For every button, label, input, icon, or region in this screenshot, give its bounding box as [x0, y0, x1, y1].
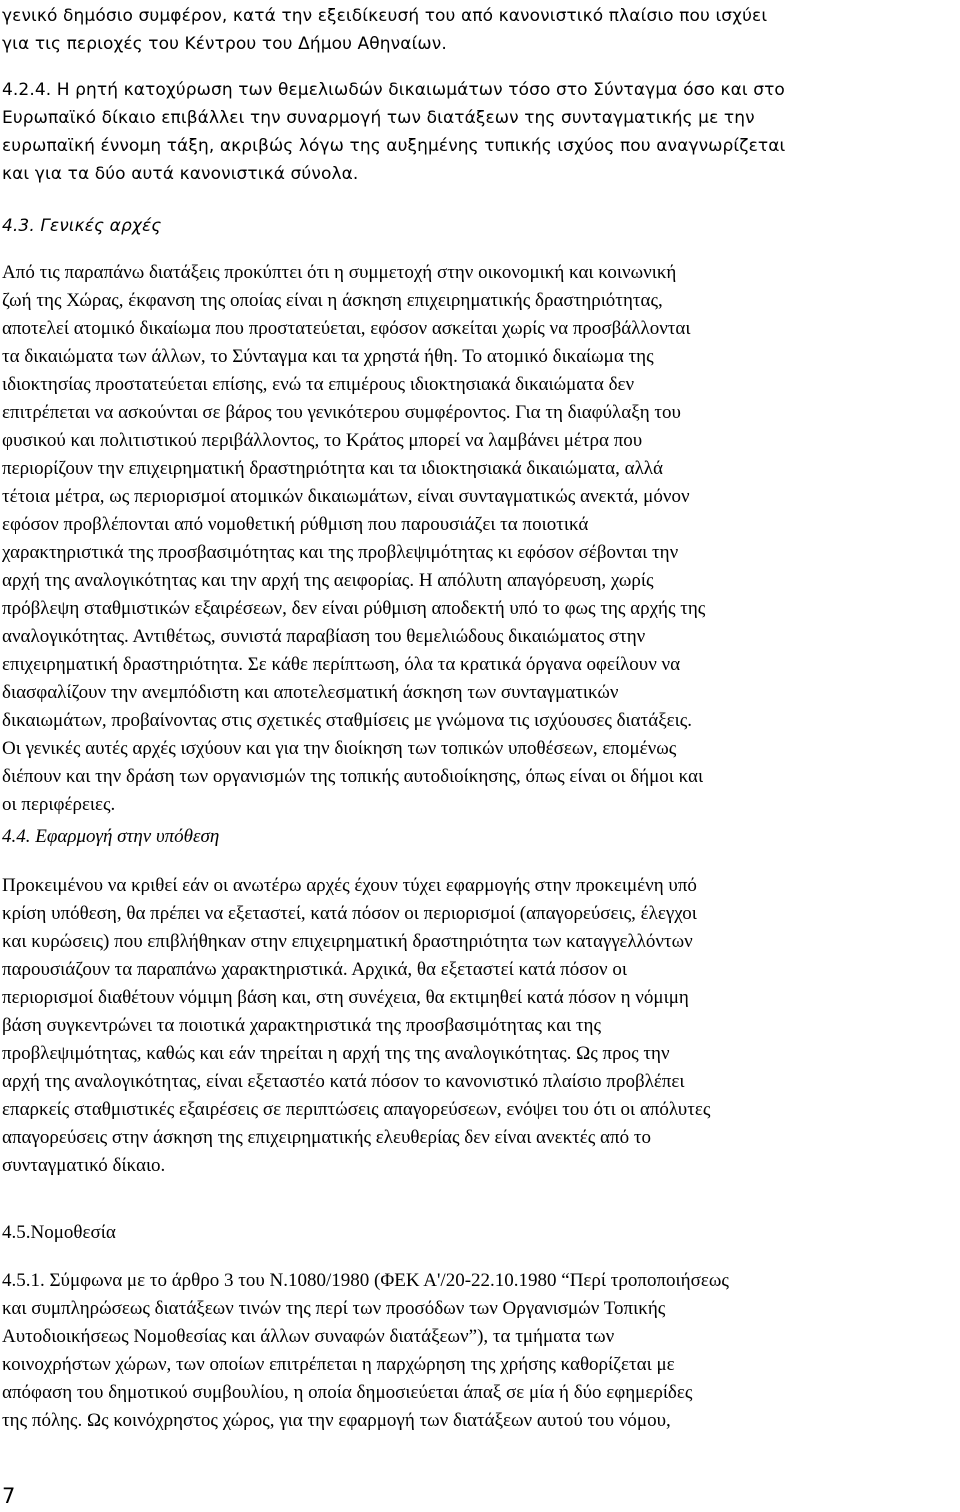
paragraph-4-2-4-line: Ευρωπαϊκό δίκαιο επιβάλλει την συναρμογή των διατάξεων της συνταγματικής με την: [2, 108, 755, 128]
paragraph-4-2-4-line: 4.2.4. Η ρητή κατοχύρωση των θεμελιωδών δικαιωμάτων τόσο στο Σύνταγμα όσο και στο: [2, 80, 785, 100]
page-number: 7: [2, 1484, 16, 1508]
intro-paragraph-line: γενικό δημόσιο συμφέρον, κατά την εξειδίκευσή του από κανονιστικό πλαίσιο που ισχύει: [2, 6, 768, 26]
paragraph-4-5-1-legislation-line: Αυτοδιοικήσεως Νομοθεσίας και άλλων συναφών διατάξεων”), τα τμήματα των: [2, 1326, 615, 1347]
section-heading-4-5: 4.5.Νομοθεσία: [2, 1222, 116, 1243]
paragraph-4-3-general-principles-line: τα δικαιώματα των άλλων, το Σύνταγμα και τα χρηστά ήθη. Το ατομικό δικαίωμα της: [2, 346, 654, 367]
paragraph-4-3-general-principles-line: ζωή της Χώρας, έκφανση της οποίας είναι η άσκηση επιχειρηματικής δραστηριότητας,: [2, 290, 663, 311]
section-heading-4-3: 4.3. Γενικές αρχές: [2, 216, 162, 236]
paragraph-4-3-general-principles-line: επιτρέπεται να ασκούνται σε βάρος του γενικότερου συμφέροντος. Για τη διαφύλαξη του: [2, 402, 681, 423]
paragraph-4-3-general-principles-line: τέτοια μέτρα, ως περιορισμοί ατομικών δικαιωμάτων, είναι συνταγματικώς ανεκτά, μόνον: [2, 486, 690, 507]
intro-paragraph-line: για τις περιοχές του Κέντρου του Δήμου Αθηναίων.: [2, 34, 447, 54]
paragraph-4-3-general-principles-line: αποτελεί ατομικό δικαίωμα που προστατεύεται, εφόσον ασκείται χωρίς να προσβάλλονται: [2, 318, 691, 339]
paragraph-4-4-application-line: συνταγματικό δίκαιο.: [2, 1155, 166, 1176]
paragraph-4-3-general-principles-line: περιορίζουν την επιχειρηματική δραστηριότητα και τα ιδιοκτησιακά δικαιώματα, αλλά: [2, 458, 663, 479]
paragraph-4-5-1-legislation-line: κοινοχρήστων χώρων, των οποίων επιτρέπεται η παρχώρηση της χρήσης καθορίζεται με: [2, 1354, 675, 1375]
paragraph-4-3-general-principles-line: διέπουν και την δράση των οργανισμών της τοπικής αυτοδιοίκησης, όπως είναι οι δήμοι και: [2, 766, 704, 787]
paragraph-4-3-general-principles-line: φυσικού και πολιτιστικού περιβάλλοντος, το Κράτος μπορεί να λαμβάνει μέτρα που: [2, 430, 643, 451]
section-heading-4-4: 4.4. Εφαρμογή στην υπόθεση: [2, 826, 220, 847]
paragraph-4-5-1-legislation-line: απόφαση του δημοτικού συμβουλίου, η οποία δημοσιεύεται άπαξ σε μία ή δύο εφημερίδες: [2, 1382, 693, 1403]
intro-paragraph: [2, 2, 954, 58]
paragraph-4-4-application-line: και κυρώσεις) που επιβλήθηκαν στην επιχειρηματική δραστηριότητα των καταγγελλόντων: [2, 931, 693, 952]
paragraph-4-2-4: [2, 76, 954, 188]
paragraph-4-5-1-legislation-line: και συμπληρώσεως διατάξεων τινών της περί των προσόδων των Οργανισμών Τοπικής: [2, 1298, 666, 1319]
paragraph-4-2-4-line: ευρωπαϊκή έννομη τάξη, ακριβώς λόγω της αυξημένης τυπικής ισχύος που αναγνωρίζεται: [2, 136, 786, 156]
paragraph-4-3-general-principles-line: εφόσον προβλέπονται από νομοθετική ρύθμιση που παρουσιάζει τα ποιοτικά: [2, 514, 589, 535]
paragraph-4-3-general-principles-line: αρχή της αναλογικότητας και την αρχή της αειφορίας. Η απόλυτη απαγόρευση, χωρίς: [2, 570, 654, 591]
paragraph-4-3-general-principles-line: Από τις παραπάνω διατάξεις προκύπτει ότι η συμμετοχή στην οικονομική και κοινωνική: [2, 262, 677, 283]
paragraph-4-4-application-line: βάση συγκεντρώνει τα ποιοτικά χαρακτηριστικά της προσβασιμότητας και της: [2, 1015, 602, 1036]
paragraph-4-2-4-line: και για τα δύο αυτά κανονιστικά σύνολα.: [2, 164, 359, 184]
paragraph-4-3-general-principles-line: δικαιωμάτων, προβαίνοντας στις σχετικές σταθμίσεις με γνώμονα τις ισχύουσες διατάξεις.: [2, 710, 693, 731]
paragraph-4-3-general-principles-line: πρόβλεψη σταθμιστικών εξαιρέσεων, δεν είναι ρύθμιση αποδεκτή υπό το φως της αρχής της: [2, 598, 706, 619]
paragraph-4-3-general-principles-line: οι περιφέρειες.: [2, 794, 116, 815]
paragraph-4-5-1-legislation: [2, 1267, 954, 1435]
paragraph-4-3-general-principles-line: διασφαλίζουν την ανεμπόδιστη και αποτελεσματική άσκηση των συνταγματικών: [2, 682, 619, 703]
paragraph-4-4-application-line: αρχή της αναλογικότητας, είναι εξεταστέο κατά πόσον το κανονιστικό πλαίσιο προβλέπει: [2, 1071, 685, 1092]
paragraph-4-4-application-line: προβλεψιμότητας, καθώς και εάν τηρείται η αρχή της της αναλογικότητας. Ως προς την: [2, 1043, 670, 1064]
paragraph-4-4-application-line: παρουσιάζουν τα παραπάνω χαρακτηριστικά. Αρχικά, θα εξεταστεί κατά πόσον οι: [2, 959, 627, 980]
paragraph-4-3-general-principles: [2, 259, 954, 819]
paragraph-4-4-application-line: κρίση υπόθεση, θα πρέπει να εξεταστεί, κατά πόσον οι περιορισμοί (απαγορεύσεις, έλεγχοι: [2, 903, 697, 924]
paragraph-4-5-1-legislation-line: 4.5.1. Σύμφωνα με το άρθρο 3 του Ν.1080/1980 (ΦΕΚ Α'/20-22.10.1980 “Περί τροποποιήσεως: [2, 1270, 729, 1291]
paragraph-4-4-application: [2, 872, 954, 1180]
paragraph-4-4-application-line: απαγορεύσεις στην άσκηση της επιχειρηματικής ελευθερίας δεν είναι ανεκτές από το: [2, 1127, 651, 1148]
paragraph-4-4-application-line: Προκειμένου να κριθεί εάν οι ανωτέρω αρχές έχουν τύχει εφαρμογής στην προκειμένη υπό: [2, 875, 697, 896]
paragraph-4-4-application-line: περιορισμοί διαθέτουν νόμιμη βάση και, στη συνέχεια, θα εκτιμηθεί κατά πόσον η νόμιμη: [2, 987, 689, 1008]
paragraph-4-3-general-principles-line: ιδιοκτησίας προστατεύεται επίσης, ενώ τα επιμέρους ιδιοκτησιακά δικαιώματα δεν: [2, 374, 635, 395]
paragraph-4-3-general-principles-line: Οι γενικές αυτές αρχές ισχύουν και για την διοίκηση των τοπικών υποθέσεων, επομένως: [2, 738, 677, 759]
paragraph-4-3-general-principles-line: αναλογικότητας. Αντιθέτως, συνιστά παραβίαση του θεμελιώδους δικαιώματος στην: [2, 626, 646, 647]
paragraph-4-5-1-legislation-line: της πόλης. Ως κοινόχρηστος χώρος, για την εφαρμογή των διατάξεων αυτού του νόμου,: [2, 1410, 671, 1431]
paragraph-4-4-application-line: επαρκείς σταθμιστικές εξαιρέσεις σε περιπτώσεις απαγορεύσεων, ενόψει του ότι οι απόλυτες: [2, 1099, 711, 1120]
paragraph-4-3-general-principles-line: επιχειρηματική δραστηριότητα. Σε κάθε περίπτωση, όλα τα κρατικά όργανα οφείλουν να: [2, 654, 681, 675]
paragraph-4-3-general-principles-line: χαρακτηριστικά της προσβασιμότητας και της προβλεψιμότητας κι εφόσον σέβονται την: [2, 542, 679, 563]
